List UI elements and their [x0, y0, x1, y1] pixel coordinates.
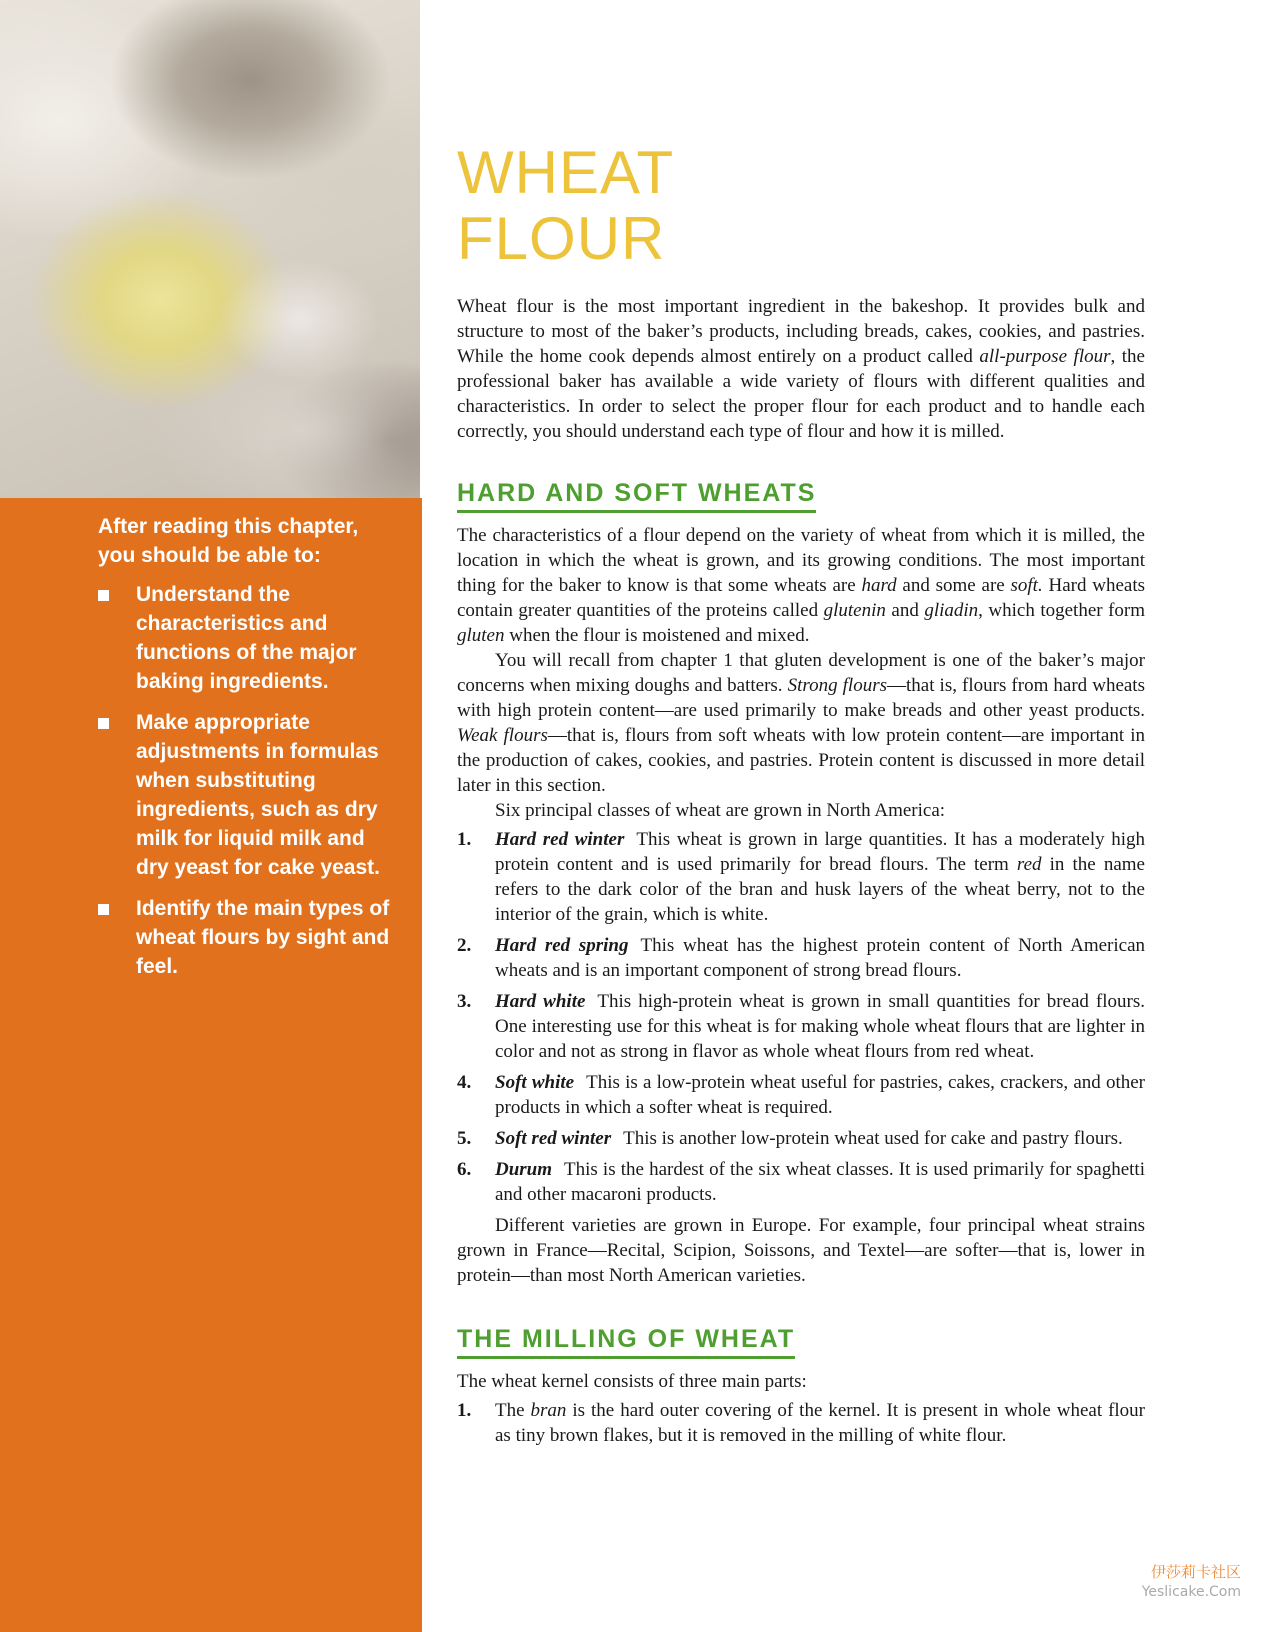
section1-paragraph: Six principal classes of wheat are grown in North America:	[495, 800, 946, 821]
text-run: This is the hardest of the six wheat classes. It is used primarily for spaghetti and other macaroni products.	[495, 1159, 1145, 1205]
title-line: WHEAT	[457, 139, 675, 206]
section1-paragraph	[457, 523, 1145, 648]
kernel-part-item	[457, 1398, 1145, 1448]
kernel-parts-list	[457, 1398, 1145, 1448]
watermark-url: Yeslicake.Com	[1141, 1584, 1241, 1600]
objectives-panel	[0, 498, 422, 1632]
objective-item	[98, 894, 398, 981]
text-run: —that is, flours from soft wheats with low protein content—are important in the production of cakes, cookies, and pastries. Protein content is discussed in more detail later in this section.	[457, 725, 1145, 796]
wheat-class-item	[457, 1126, 1145, 1151]
text-run: The	[495, 1400, 531, 1421]
text-run: The characteristics of a flour depend on the variety of wheat from which it is milled, the location in which the wheat is grown, and its growing conditions. The most important thing for the baker to know is that some wheats are	[457, 525, 1145, 596]
wheat-class-item	[457, 989, 1145, 1064]
text-run: Hard wheats contain greater quantities of the proteins called	[457, 575, 1146, 621]
wheat-class-item	[457, 1157, 1145, 1207]
flour-photo	[0, 0, 420, 498]
text-run: This wheat is grown in large quantities. It has a moderately high protein content and is used primarily for bread flours. The term	[495, 829, 1146, 875]
objective-item	[98, 708, 398, 882]
text-run: This is a low-protein wheat useful for pastries, cakes, crackers, and other products in which a softer wheat is required.	[495, 1072, 1146, 1118]
section-heading-hard-soft-wheats: HARD AND SOFT WHEATS	[457, 478, 816, 513]
text-run: , the professional baker has available a wide variety of flours with different qualities and characteristics. In order to select the proper flour for each product and to handle each correctly, you should understand each type of flour and how it is milled.	[457, 346, 1145, 442]
square-bullet-icon	[98, 590, 109, 601]
wheat-class-name: Hard red winter	[495, 829, 625, 850]
text-run: when the flour is moistened and mixed.	[504, 625, 810, 646]
text-run: in the name refers to the dark color of the bran and husk layers of the wheat berry, not to the interior of the grain, which is white.	[495, 854, 1145, 925]
wheat-classes-list	[457, 827, 1145, 1207]
item-number: 2.	[457, 935, 472, 956]
main-content	[457, 140, 1145, 1454]
objectives-intro: After reading this chapter, you should be able to:	[98, 515, 359, 567]
learning-objectives	[98, 512, 398, 993]
text-run: This high-protein wheat is grown in small quantities for bread flours. One interesting use for this wheat is for making whole wheat flours that are lighter in color and not as strong in flavor as whole wheat flours from red wheat.	[495, 991, 1145, 1062]
wheat-class-item	[457, 933, 1145, 983]
wheat-class-name: Soft red winter	[495, 1128, 612, 1149]
italic-term: bran	[530, 1400, 567, 1421]
item-number: 4.	[457, 1072, 472, 1093]
text-run: You will recall from chapter 1 that gluten development is one of the baker’s major concerns when mixing doughs and batters.	[457, 650, 1145, 696]
square-bullet-icon	[98, 718, 109, 729]
title-line: FLOUR	[457, 205, 666, 272]
section1-paragraph: Different varieties are grown in Europe. For example, four principal wheat strains grown in France—Recital, Scipion, Soissons, and Textel—are softer—that is, lower in protein—than most North American varieties.	[457, 1215, 1145, 1286]
objective-text: Make appropriate adjustments in formulas when substituting ingredients, such as dry milk for liquid milk and dry yeast for cake yeast.	[136, 711, 380, 879]
section2-paragraph: The wheat kernel consists of three main parts:	[457, 1371, 807, 1392]
wheat-class-name: Hard red spring	[495, 935, 629, 956]
item-number: 3.	[457, 991, 472, 1012]
text-run: and some are	[896, 575, 1011, 596]
italic-term: soft.	[1010, 575, 1043, 596]
text-run: Wheat flour is the most important ingredient in the bakeshop. It provides bulk and structure to most of the baker’s products, including breads, cakes, cookies, and pastries. While the home cook depends almost entirely on a product called	[457, 296, 1145, 367]
wheat-class-item	[457, 1070, 1145, 1120]
text-run: is the hard outer covering of the kernel. It is present in whole wheat flour as tiny brown flakes, but it is removed in the milling of white flour.	[495, 1400, 1145, 1446]
item-number: 5.	[457, 1128, 472, 1149]
italic-term: red	[1016, 854, 1042, 875]
text-run: —that is, flours from hard wheats with high protein content—are used primarily to make breads and other yeast products.	[457, 675, 1145, 721]
text-run: and	[885, 600, 925, 621]
square-bullet-icon	[98, 904, 109, 915]
wheat-class-item	[457, 827, 1145, 927]
section-heading-milling-of-wheat: THE MILLING OF WHEAT	[457, 1324, 795, 1359]
text-run: This wheat has the highest protein content of North American wheats and is an important component of strong bread flours.	[495, 935, 1145, 981]
item-number: 1.	[457, 829, 472, 850]
watermark-chinese: 伊莎莉卡社区	[1150, 1563, 1241, 1581]
objective-text: Identify the main types of wheat flours by sight and feel.	[136, 897, 390, 978]
watermark	[1142, 1562, 1241, 1602]
section1-paragraph	[457, 648, 1145, 798]
italic-term: Weak flours	[457, 725, 548, 746]
italic-term: gluten	[457, 625, 505, 646]
text-run: , which together form	[978, 600, 1146, 621]
wheat-class-name: Hard white	[495, 991, 586, 1012]
wheat-class-name: Durum	[495, 1159, 553, 1180]
objectives-list	[98, 580, 398, 981]
wheat-class-name: Soft white	[495, 1072, 575, 1093]
italic-term: glutenin	[823, 600, 886, 621]
left-column	[0, 0, 422, 1632]
objective-item	[98, 580, 398, 696]
italic-term: all-purpose flour	[979, 346, 1111, 367]
item-number: 1.	[457, 1400, 472, 1421]
chapter-title	[457, 140, 1145, 272]
photo-highlight	[0, 0, 420, 498]
italic-term: gliadin	[924, 600, 979, 621]
item-number: 6.	[457, 1159, 472, 1180]
text-run: This is another low-protein wheat used for cake and pastry flours.	[623, 1128, 1123, 1149]
italic-term: hard	[861, 575, 897, 596]
objective-text: Understand the characteristics and functions of the major baking ingredients.	[136, 583, 357, 693]
intro-paragraph	[457, 294, 1145, 444]
italic-term: Strong flours	[787, 675, 887, 696]
